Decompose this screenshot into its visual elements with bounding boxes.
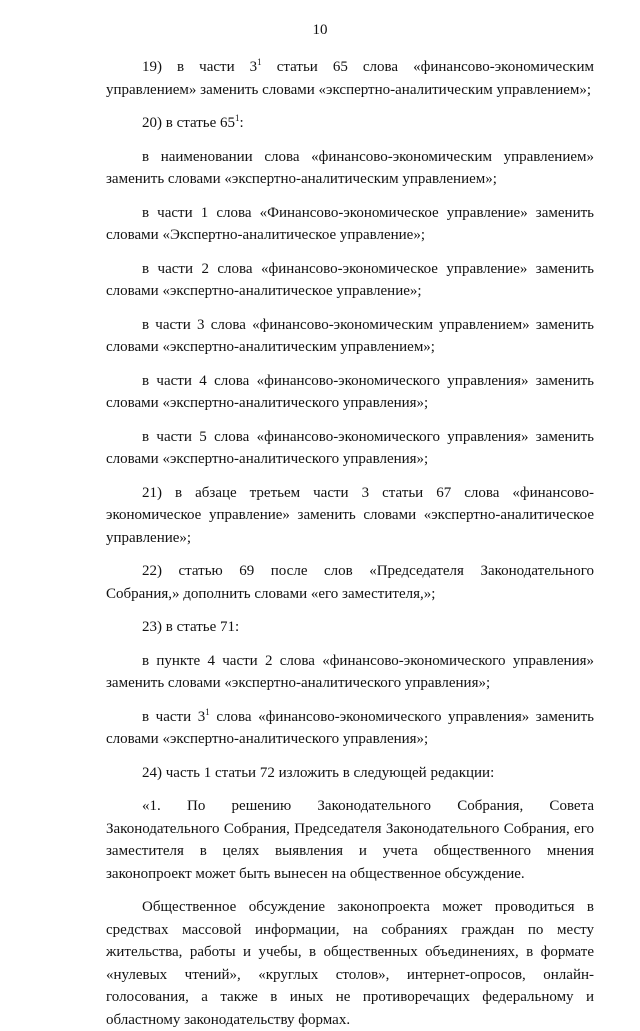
paragraph-19 bbox=[106, 56, 594, 101]
paragraph-22: 22) статью 69 после слов «Председателя Законодательного Собрания,» дополнить словами «его заместителя,»; bbox=[106, 563, 594, 602]
paragraph-19-end: статьи 65 слова «финансово-экономическим управлением» заменить словами «экспертно-аналитическим управлением»; bbox=[106, 59, 594, 98]
paragraph bbox=[106, 706, 594, 751]
paragraph: в части 5 слова «финансово-экономического управления» заменить словами «экспертно-аналитического управления»; bbox=[106, 428, 594, 467]
paragraph-19-start: 19) в части 3 bbox=[142, 59, 258, 75]
paragraph-start: в части 3 bbox=[142, 708, 206, 725]
superscript: 1 bbox=[235, 113, 240, 123]
paragraph: в части 1 слова «Финансово-экономическое управление» заменить словами «Экспертно-аналитическое управление»; bbox=[106, 204, 594, 243]
paragraph: в части 3 слова «финансово-экономическим управлением» заменить словами «экспертно-аналитическим управлением»; bbox=[106, 316, 594, 355]
paragraph: в части 4 слова «финансово-экономического управления» заменить словами «экспертно-аналитического управления»; bbox=[106, 372, 594, 411]
superscript: 1 bbox=[205, 706, 210, 717]
paragraph: в наименовании слова «финансово-экономическим управлением» заменить словами «экспертно-аналитическим управлением»; bbox=[106, 148, 594, 187]
paragraph-23: 23) в статье 71: bbox=[142, 619, 240, 635]
quoted-paragraph: Общественное обсуждение законопроекта может проводиться в средствах массовой информации, на собраниях граждан по месту жительства, работы и учебы, в общественных объединениях, в формате «нулевых чтений», «круглых столов», интернет-опросов, онлайн-голосования, а также в иных не противоречащих федеральному и областному законодательству формах. bbox=[106, 899, 594, 1028]
paragraph-end: слова «финансово-экономического управления» заменить словами «экспертно-аналитического управления»; bbox=[106, 708, 594, 747]
superscript: 1 bbox=[257, 57, 262, 67]
paragraph-20-start: 20) в статье 65 bbox=[142, 115, 236, 131]
paragraph: в части 2 слова «финансово-экономическое управление» заменить словами «экспертно-аналитическое управление»; bbox=[106, 260, 594, 299]
paragraph-24: 24) часть 1 статьи 72 изложить в следующей редакции: bbox=[142, 764, 495, 781]
document-body bbox=[106, 56, 594, 1031]
paragraph-20-end: : bbox=[239, 115, 244, 131]
paragraph-21: 21) в абзаце третьем части 3 статьи 67 слова «финансово-экономическое управление» заменить словами «экспертно-аналитическое управление»; bbox=[106, 484, 594, 546]
paragraph: в пункте 4 части 2 слова «финансово-экономического управления» заменить словами «экспертно-аналитического управления»; bbox=[106, 652, 594, 691]
page-number: 10 bbox=[312, 22, 328, 38]
paragraph-20 bbox=[106, 112, 594, 135]
quoted-paragraph: «1. По решению Законодательного Собрания, Совета Законодательного Собрания, Председателя Законодательного Собрания, его заместителя в целях выявления и учета общественного мнения законопроект может быть вынесен на общественное обсуждение. bbox=[106, 798, 594, 882]
